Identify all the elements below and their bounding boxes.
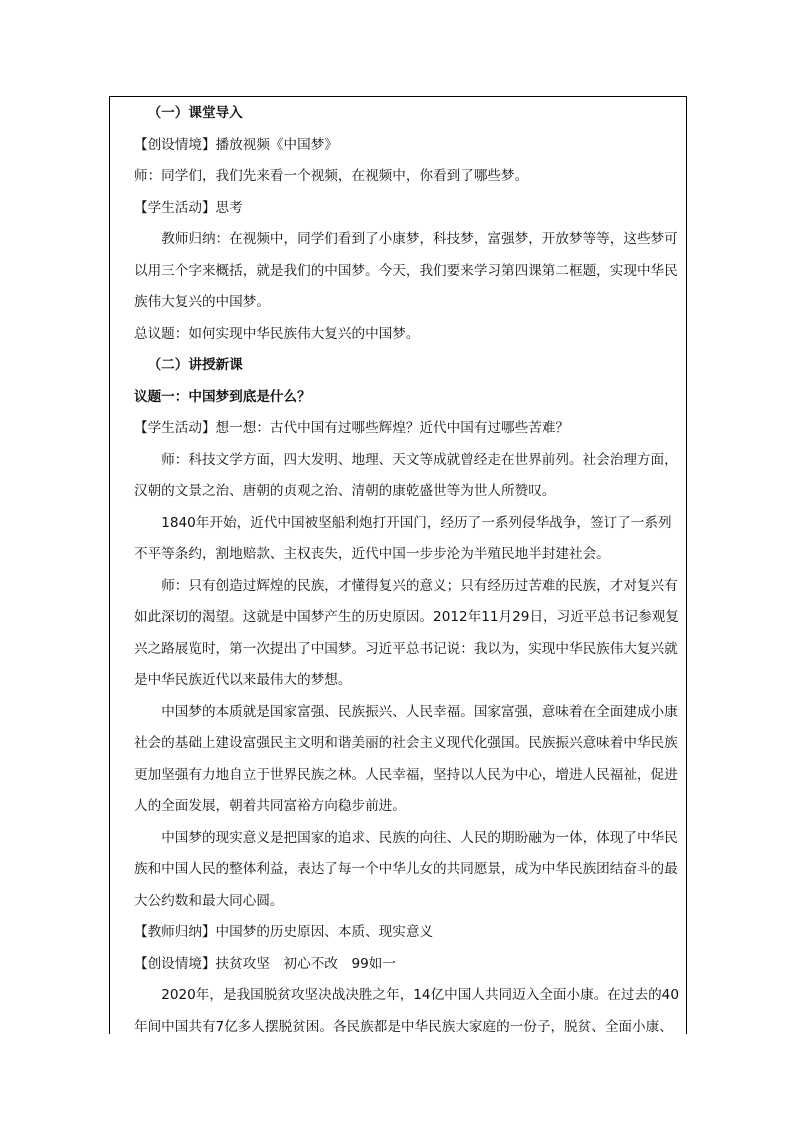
paragraph: 中国梦的现实意义是把国家的追求、民族的向往、人民的期盼融为一体，体现了中华民族和中国人民的整体利益，表达了每一个中华儿女的共同愿景，成为中华民族团结奋斗的最大公约数和最大同心圆。 [134,829,678,909]
paragraph: 师：只有创造过辉煌的民族，才懂得复兴的意义；只有经历过苦难的民族，才对复兴有如此深切的渴望。这就是中国梦产生的历史原因。2012年11月29日，习近平总书记参观复兴之路展览时，第一次提出了中国梦。习近平总书记说：我以为，实现中华民族伟大复兴就是中华民族近代以来最伟大的梦想。 [134,577,679,688]
paragraph: 1840年开始，近代中国被坚船利炮打开国门，经历了一系列侵华战争，签订了一系列不平等条约，割地赔款、主权丧失，近代中国一步步沦为半殖民地半封建社会。 [134,514,672,562]
paragraph: 【创设情境】播放视频《中国梦》 [134,136,338,153]
paragraph: 师：同学们，我们先来看一个视频，在视频中，你看到了哪些梦。 [134,168,529,184]
border-left [109,96,110,1034]
paragraph: 教师归纳：在视频中，同学们看到了小康梦，科技梦，富强梦，开放梦等等，这些梦可以用三个字来概括，就是我们的中国梦。今天，我们要来学习第四课第二框题，实现中华民族伟大复兴的中国梦。 [134,231,678,310]
paragraph: 2020年，是我国脱贫攻坚决战决胜之年，14亿中国人共同迈入全面小康。在过去的40年间中国共有7亿多人摆脱贫困。各民族都是中华民族大家庭的一份子，脱贫、全面小康、 [134,987,679,1035]
section-heading: 议题一：中国梦到底是什么？ [134,388,311,405]
paragraph: 【教师归纳】中国梦的历史原因、本质、现实意义 [134,924,434,940]
section-heading: （一）课堂导入 [147,105,243,121]
paragraph: 总议题：如何实现中华民族伟大复兴的中国梦。 [134,325,420,342]
paragraph: 【学生活动】想一想：古代中国有过哪些辉煌？近代中国有过哪些苦难？ [134,420,569,436]
section-heading: （二）讲授新课 [147,357,243,373]
lesson-plan-text [134,98,682,1043]
border-top [109,96,687,97]
paragraph: 【创设情境】扶贫攻坚 初心不改 99如一 [134,955,396,972]
paragraph: 【学生活动】思考 [134,199,243,216]
border-right [686,96,687,1034]
paragraph: 师：科技文学方面，四大发明、地理、天文等成就曾经走在世界前列。社会治理方面，汉朝的文景之治、唐朝的贞观之治、清朝的康乾盛世等为世人所赞叹。 [134,451,678,499]
paragraph: 中国梦的本质就是国家富强、民族振兴、人民幸福。国家富强，意味着在全面建成小康社会的基础上建设富强民主文明和谐美丽的社会主义现代化强国。民族振兴意味着中华民族更加坚强有力地自立于世界民族之林。人民幸福，坚持以人民为中心，增进人民福祉，促进人的全面发展，朝着共同富裕方向稳步前进。 [134,703,678,814]
